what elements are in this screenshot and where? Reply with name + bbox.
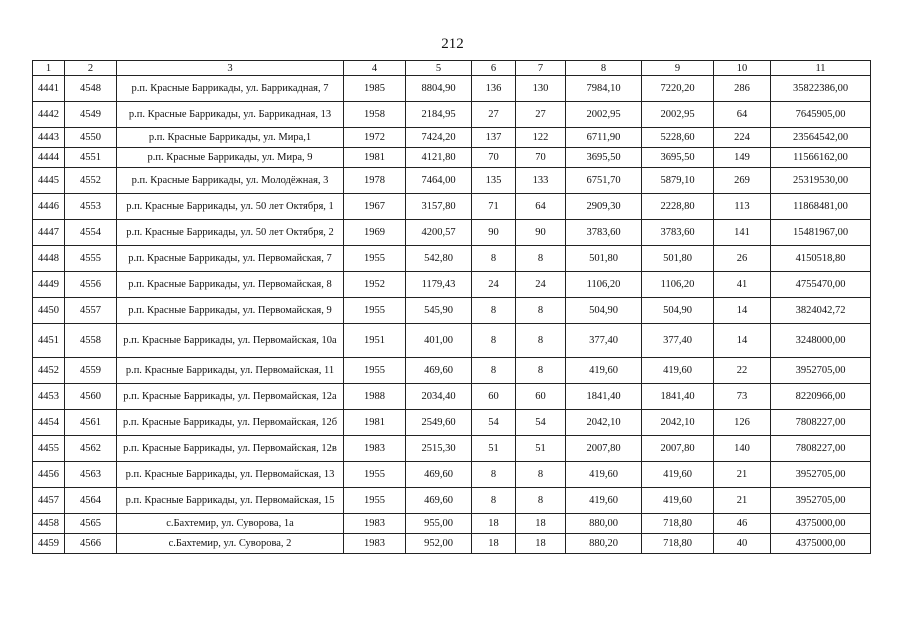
col-area-b-cell: 2002,95 <box>642 102 714 128</box>
col-record-no-cell: 4455 <box>33 436 65 462</box>
col-count-b-cell: 122 <box>516 128 566 148</box>
col-area-a-cell: 504,90 <box>566 298 642 324</box>
col-record-no-cell: 4452 <box>33 358 65 384</box>
col-area-b-cell: 7220,20 <box>642 76 714 102</box>
col-count-a-cell: 90 <box>472 220 516 246</box>
col-address-cell: р.п. Красные Баррикады, ул. Первомайская, 15 <box>117 488 344 514</box>
table-row <box>33 534 871 554</box>
col-residents-cell: 149 <box>714 148 771 168</box>
col-address-cell: р.п. Красные Баррикады, ул. Мира,1 <box>117 128 344 148</box>
col-residents-cell: 64 <box>714 102 771 128</box>
table-row <box>33 324 871 358</box>
col-residents-cell: 73 <box>714 384 771 410</box>
col-count-a-cell: 51 <box>472 436 516 462</box>
col-record-no-cell: 4443 <box>33 128 65 148</box>
col-total-area-cell: 4200,57 <box>406 220 472 246</box>
table-row <box>33 148 871 168</box>
col-cost-cell: 3952705,00 <box>771 488 871 514</box>
col-year-cell: 1981 <box>344 410 406 436</box>
col-year-cell: 1983 <box>344 534 406 554</box>
col-area-b-cell: 419,60 <box>642 488 714 514</box>
table-header-row <box>33 61 871 76</box>
col-year-cell: 1978 <box>344 168 406 194</box>
col-year-cell: 1952 <box>344 272 406 298</box>
col-area-b-cell: 2007,80 <box>642 436 714 462</box>
col-area-b-cell: 2228,80 <box>642 194 714 220</box>
col-record-no-cell: 4458 <box>33 514 65 534</box>
col-year-cell: 1988 <box>344 384 406 410</box>
column-header-9: 9 <box>642 61 714 76</box>
table-row <box>33 410 871 436</box>
col-total-area-cell: 545,90 <box>406 298 472 324</box>
col-year-cell: 1955 <box>344 298 406 324</box>
col-year-cell: 1985 <box>344 76 406 102</box>
col-residents-cell: 14 <box>714 298 771 324</box>
col-cost-cell: 4375000,00 <box>771 514 871 534</box>
col-cost-cell: 7808227,00 <box>771 436 871 462</box>
col-count-a-cell: 8 <box>472 298 516 324</box>
col-count-a-cell: 54 <box>472 410 516 436</box>
table-row <box>33 272 871 298</box>
col-cost-cell: 4150518,80 <box>771 246 871 272</box>
col-area-a-cell: 2002,95 <box>566 102 642 128</box>
table-row <box>33 246 871 272</box>
col-total-area-cell: 401,00 <box>406 324 472 358</box>
col-record-no-cell: 4445 <box>33 168 65 194</box>
col-record-no-cell: 4454 <box>33 410 65 436</box>
col-area-a-cell: 6751,70 <box>566 168 642 194</box>
col-year-cell: 1983 <box>344 436 406 462</box>
col-count-a-cell: 8 <box>472 246 516 272</box>
col-address-cell: с.Бахтемир, ул. Суворова, 1а <box>117 514 344 534</box>
col-address-cell: р.п. Красные Баррикады, ул. Мира, 9 <box>117 148 344 168</box>
col-object-no-cell: 4560 <box>65 384 117 410</box>
col-address-cell: р.п. Красные Баррикады, ул. Первомайская, 12б <box>117 410 344 436</box>
col-record-no-cell: 4449 <box>33 272 65 298</box>
col-address-cell: р.п. Красные Баррикады, ул. Первомайская, 8 <box>117 272 344 298</box>
col-residents-cell: 141 <box>714 220 771 246</box>
col-total-area-cell: 952,00 <box>406 534 472 554</box>
table-row <box>33 194 871 220</box>
col-count-a-cell: 136 <box>472 76 516 102</box>
table-row <box>33 514 871 534</box>
col-object-no-cell: 4557 <box>65 298 117 324</box>
col-object-no-cell: 4566 <box>65 534 117 554</box>
col-record-no-cell: 4453 <box>33 384 65 410</box>
col-area-a-cell: 880,20 <box>566 534 642 554</box>
col-area-a-cell: 419,60 <box>566 358 642 384</box>
col-residents-cell: 21 <box>714 488 771 514</box>
col-area-a-cell: 6711,90 <box>566 128 642 148</box>
col-total-area-cell: 8804,90 <box>406 76 472 102</box>
col-object-no-cell: 4555 <box>65 246 117 272</box>
col-total-area-cell: 469,60 <box>406 488 472 514</box>
col-object-no-cell: 4548 <box>65 76 117 102</box>
col-residents-cell: 126 <box>714 410 771 436</box>
col-area-a-cell: 419,60 <box>566 488 642 514</box>
col-address-cell: р.п. Красные Баррикады, ул. Первомайская, 12а <box>117 384 344 410</box>
col-area-a-cell: 3695,50 <box>566 148 642 168</box>
col-record-no-cell: 4459 <box>33 534 65 554</box>
col-residents-cell: 113 <box>714 194 771 220</box>
column-header-2: 2 <box>65 61 117 76</box>
col-object-no-cell: 4551 <box>65 148 117 168</box>
col-count-b-cell: 130 <box>516 76 566 102</box>
table-row <box>33 436 871 462</box>
col-record-no-cell: 4456 <box>33 462 65 488</box>
col-count-a-cell: 8 <box>472 462 516 488</box>
col-total-area-cell: 955,00 <box>406 514 472 534</box>
col-address-cell: р.п. Красные Баррикады, ул. Первомайская, 7 <box>117 246 344 272</box>
col-area-b-cell: 504,90 <box>642 298 714 324</box>
column-header-6: 6 <box>472 61 516 76</box>
col-object-no-cell: 4558 <box>65 324 117 358</box>
col-residents-cell: 46 <box>714 514 771 534</box>
column-header-8: 8 <box>566 61 642 76</box>
col-object-no-cell: 4559 <box>65 358 117 384</box>
col-count-b-cell: 8 <box>516 358 566 384</box>
col-area-b-cell: 419,60 <box>642 358 714 384</box>
col-total-area-cell: 4121,80 <box>406 148 472 168</box>
col-area-b-cell: 718,80 <box>642 514 714 534</box>
col-record-no-cell: 4447 <box>33 220 65 246</box>
col-area-b-cell: 1841,40 <box>642 384 714 410</box>
col-area-b-cell: 5228,60 <box>642 128 714 148</box>
col-count-b-cell: 18 <box>516 514 566 534</box>
col-count-b-cell: 8 <box>516 462 566 488</box>
col-area-a-cell: 880,00 <box>566 514 642 534</box>
col-address-cell: р.п. Красные Баррикады, ул. Первомайская, 13 <box>117 462 344 488</box>
col-count-b-cell: 8 <box>516 298 566 324</box>
col-total-area-cell: 542,80 <box>406 246 472 272</box>
col-residents-cell: 22 <box>714 358 771 384</box>
col-count-a-cell: 8 <box>472 324 516 358</box>
col-total-area-cell: 2184,95 <box>406 102 472 128</box>
col-record-no-cell: 4446 <box>33 194 65 220</box>
col-address-cell: р.п. Красные Баррикады, ул. Первомайская, 9 <box>117 298 344 324</box>
column-header-5: 5 <box>406 61 472 76</box>
col-cost-cell: 3952705,00 <box>771 358 871 384</box>
col-cost-cell: 4375000,00 <box>771 534 871 554</box>
col-area-a-cell: 7984,10 <box>566 76 642 102</box>
col-total-area-cell: 469,60 <box>406 358 472 384</box>
col-area-a-cell: 3783,60 <box>566 220 642 246</box>
col-residents-cell: 140 <box>714 436 771 462</box>
col-record-no-cell: 4444 <box>33 148 65 168</box>
col-object-no-cell: 4561 <box>65 410 117 436</box>
col-residents-cell: 26 <box>714 246 771 272</box>
col-count-b-cell: 24 <box>516 272 566 298</box>
col-area-a-cell: 2007,80 <box>566 436 642 462</box>
col-record-no-cell: 4448 <box>33 246 65 272</box>
col-area-b-cell: 3783,60 <box>642 220 714 246</box>
col-record-no-cell: 4450 <box>33 298 65 324</box>
col-object-no-cell: 4554 <box>65 220 117 246</box>
col-total-area-cell: 2549,60 <box>406 410 472 436</box>
col-cost-cell: 11868481,00 <box>771 194 871 220</box>
column-header-4: 4 <box>344 61 406 76</box>
col-cost-cell: 7645905,00 <box>771 102 871 128</box>
housing-registry-table <box>32 60 871 554</box>
col-residents-cell: 14 <box>714 324 771 358</box>
table-row <box>33 102 871 128</box>
table-row <box>33 384 871 410</box>
col-year-cell: 1972 <box>344 128 406 148</box>
col-area-b-cell: 501,80 <box>642 246 714 272</box>
col-year-cell: 1955 <box>344 246 406 272</box>
col-address-cell: р.п. Красные Баррикады, ул. Баррикадная, 13 <box>117 102 344 128</box>
col-residents-cell: 286 <box>714 76 771 102</box>
col-area-a-cell: 2042,10 <box>566 410 642 436</box>
col-year-cell: 1967 <box>344 194 406 220</box>
col-cost-cell: 3248000,00 <box>771 324 871 358</box>
col-count-b-cell: 54 <box>516 410 566 436</box>
col-count-b-cell: 90 <box>516 220 566 246</box>
col-count-b-cell: 133 <box>516 168 566 194</box>
col-object-no-cell: 4563 <box>65 462 117 488</box>
table-row <box>33 488 871 514</box>
col-count-a-cell: 137 <box>472 128 516 148</box>
col-count-a-cell: 8 <box>472 488 516 514</box>
col-object-no-cell: 4552 <box>65 168 117 194</box>
col-year-cell: 1969 <box>344 220 406 246</box>
col-year-cell: 1983 <box>344 514 406 534</box>
col-count-a-cell: 8 <box>472 358 516 384</box>
column-header-10: 10 <box>714 61 771 76</box>
col-object-no-cell: 4565 <box>65 514 117 534</box>
column-header-3: 3 <box>117 61 344 76</box>
col-record-no-cell: 4457 <box>33 488 65 514</box>
col-count-b-cell: 8 <box>516 246 566 272</box>
col-count-b-cell: 70 <box>516 148 566 168</box>
col-area-a-cell: 419,60 <box>566 462 642 488</box>
col-count-a-cell: 70 <box>472 148 516 168</box>
page-number: 212 <box>441 36 464 52</box>
col-cost-cell: 15481967,00 <box>771 220 871 246</box>
table-row <box>33 358 871 384</box>
col-object-no-cell: 4564 <box>65 488 117 514</box>
col-area-a-cell: 377,40 <box>566 324 642 358</box>
col-total-area-cell: 469,60 <box>406 462 472 488</box>
col-address-cell: р.п. Красные Баррикады, ул. Баррикадная, 7 <box>117 76 344 102</box>
col-area-a-cell: 501,80 <box>566 246 642 272</box>
col-object-no-cell: 4553 <box>65 194 117 220</box>
col-residents-cell: 41 <box>714 272 771 298</box>
col-year-cell: 1958 <box>344 102 406 128</box>
col-object-no-cell: 4556 <box>65 272 117 298</box>
col-total-area-cell: 7424,20 <box>406 128 472 148</box>
table-row <box>33 128 871 148</box>
table-row <box>33 168 871 194</box>
table-body <box>33 76 871 554</box>
col-total-area-cell: 3157,80 <box>406 194 472 220</box>
col-cost-cell: 25319530,00 <box>771 168 871 194</box>
col-area-b-cell: 1106,20 <box>642 272 714 298</box>
col-cost-cell: 3952705,00 <box>771 462 871 488</box>
col-year-cell: 1955 <box>344 462 406 488</box>
col-total-area-cell: 1179,43 <box>406 272 472 298</box>
col-residents-cell: 224 <box>714 128 771 148</box>
col-cost-cell: 4755470,00 <box>771 272 871 298</box>
col-total-area-cell: 7464,00 <box>406 168 472 194</box>
table-row <box>33 462 871 488</box>
col-count-a-cell: 18 <box>472 534 516 554</box>
col-count-a-cell: 27 <box>472 102 516 128</box>
col-cost-cell: 23564542,00 <box>771 128 871 148</box>
col-cost-cell: 35822386,00 <box>771 76 871 102</box>
col-count-a-cell: 71 <box>472 194 516 220</box>
table-row <box>33 76 871 102</box>
col-count-b-cell: 51 <box>516 436 566 462</box>
col-residents-cell: 40 <box>714 534 771 554</box>
col-total-area-cell: 2515,30 <box>406 436 472 462</box>
col-area-b-cell: 718,80 <box>642 534 714 554</box>
col-record-no-cell: 4442 <box>33 102 65 128</box>
col-count-a-cell: 135 <box>472 168 516 194</box>
col-area-b-cell: 5879,10 <box>642 168 714 194</box>
col-address-cell: р.п. Красные Баррикады, ул. 50 лет Октября, 2 <box>117 220 344 246</box>
col-record-no-cell: 4451 <box>33 324 65 358</box>
col-area-a-cell: 1841,40 <box>566 384 642 410</box>
col-count-a-cell: 18 <box>472 514 516 534</box>
table-row <box>33 220 871 246</box>
col-year-cell: 1981 <box>344 148 406 168</box>
col-cost-cell: 7808227,00 <box>771 410 871 436</box>
col-address-cell: р.п. Красные Баррикады, ул. Молодёжная, 3 <box>117 168 344 194</box>
col-cost-cell: 11566162,00 <box>771 148 871 168</box>
table-row <box>33 298 871 324</box>
col-address-cell: р.п. Красные Баррикады, ул. 50 лет Октября, 1 <box>117 194 344 220</box>
column-header-1: 1 <box>33 61 65 76</box>
col-year-cell: 1955 <box>344 358 406 384</box>
col-count-b-cell: 60 <box>516 384 566 410</box>
col-count-a-cell: 60 <box>472 384 516 410</box>
col-area-b-cell: 2042,10 <box>642 410 714 436</box>
col-count-b-cell: 27 <box>516 102 566 128</box>
col-year-cell: 1955 <box>344 488 406 514</box>
col-area-b-cell: 3695,50 <box>642 148 714 168</box>
col-record-no-cell: 4441 <box>33 76 65 102</box>
col-address-cell: р.п. Красные Баррикады, ул. Первомайская, 11 <box>117 358 344 384</box>
col-total-area-cell: 2034,40 <box>406 384 472 410</box>
column-header-7: 7 <box>516 61 566 76</box>
col-address-cell: с.Бахтемир, ул. Суворова, 2 <box>117 534 344 554</box>
col-cost-cell: 8220966,00 <box>771 384 871 410</box>
col-area-a-cell: 1106,20 <box>566 272 642 298</box>
col-object-no-cell: 4562 <box>65 436 117 462</box>
col-address-cell: р.п. Красные Баррикады, ул. Первомайская, 12в <box>117 436 344 462</box>
col-count-b-cell: 8 <box>516 324 566 358</box>
col-area-b-cell: 419,60 <box>642 462 714 488</box>
col-cost-cell: 3824042,72 <box>771 298 871 324</box>
col-object-no-cell: 4549 <box>65 102 117 128</box>
col-year-cell: 1951 <box>344 324 406 358</box>
col-object-no-cell: 4550 <box>65 128 117 148</box>
col-count-b-cell: 18 <box>516 534 566 554</box>
col-residents-cell: 269 <box>714 168 771 194</box>
col-residents-cell: 21 <box>714 462 771 488</box>
col-area-a-cell: 2909,30 <box>566 194 642 220</box>
col-count-b-cell: 64 <box>516 194 566 220</box>
col-address-cell: р.п. Красные Баррикады, ул. Первомайская, 10а <box>117 324 344 358</box>
col-count-a-cell: 24 <box>472 272 516 298</box>
col-count-b-cell: 8 <box>516 488 566 514</box>
col-area-b-cell: 377,40 <box>642 324 714 358</box>
column-header-11: 11 <box>771 61 871 76</box>
